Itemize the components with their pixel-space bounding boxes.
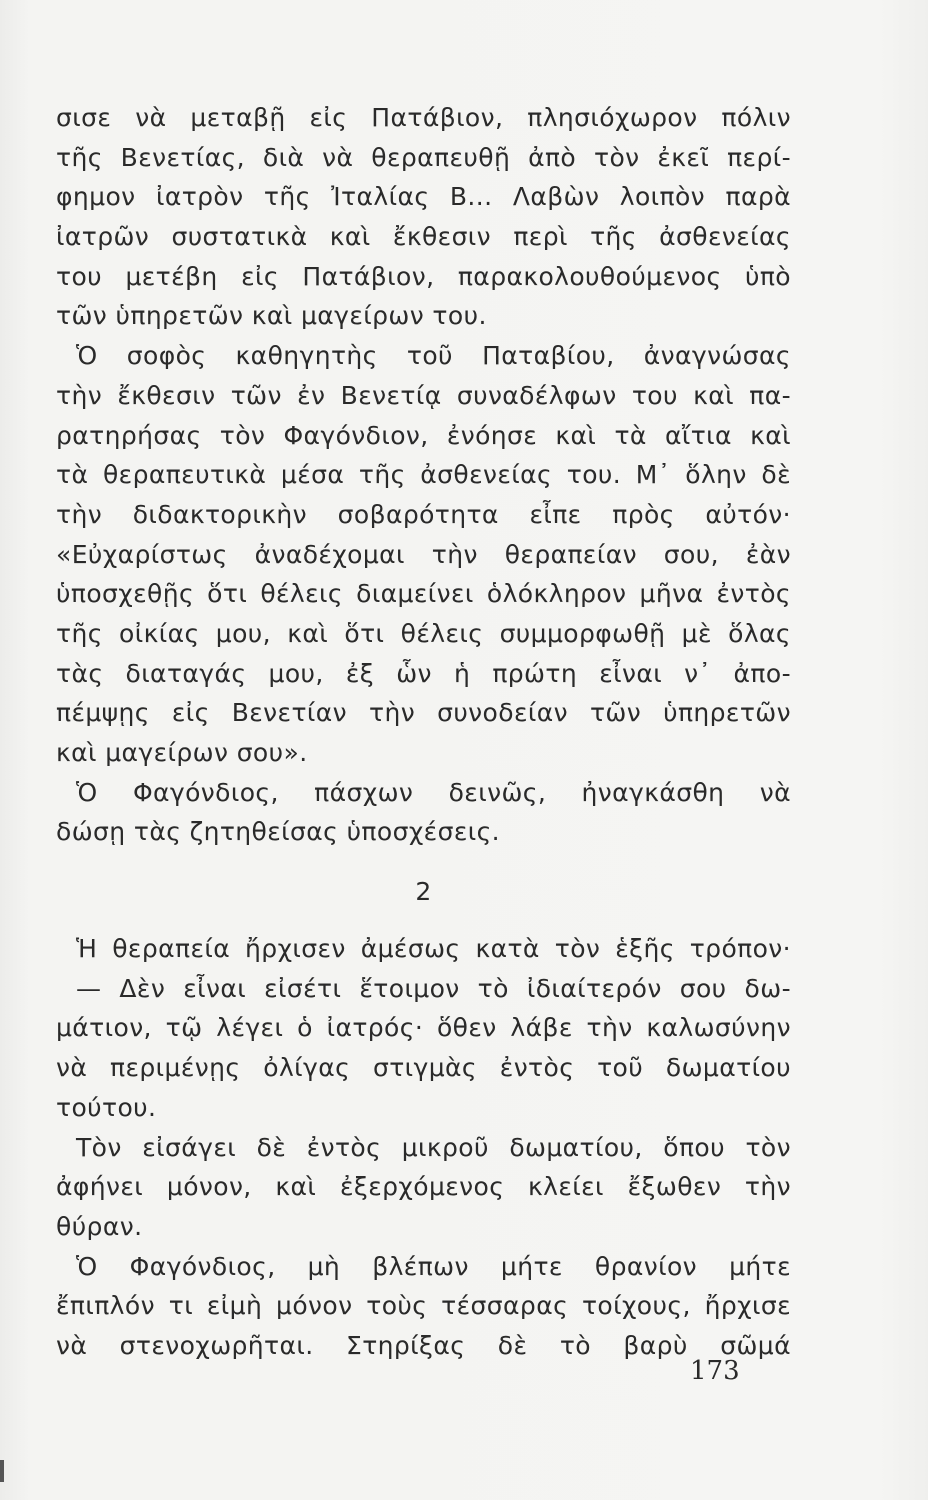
text-line: Τὸν εἰσάγει δὲ ἐντὸς μικροῦ δωματίου, ὅπου τὸν: [76, 1132, 791, 1162]
text-line: ἀφήνει μόνον, καὶ ἐξερχόμενος κλείει ἔξωθεν τὴν: [56, 1172, 791, 1202]
text-line: Ὁ σοφὸς καθηγητὴς τοῦ Παταβίου, ἀναγνώσας: [76, 341, 791, 371]
text-line: του μετέβη εἰς Πατάβιον, παρακολουθούμενος ὑπὸ: [56, 261, 791, 291]
text-line: ὑποσχεθῇς ὅτι θέλεις διαμείνει ὁλόκληρον μῆνα ἐντὸς: [56, 579, 791, 609]
text-line: τούτου.: [56, 1092, 157, 1122]
text-line: μάτιον, τῷ λέγει ὁ ἰατρός· ὅθεν λάβε τὴν καλωσύνην: [56, 1013, 791, 1043]
text-line: τῶν ὑπηρετῶν καὶ μαγείρων του.: [56, 301, 487, 331]
text-line: Ἡ θεραπεία ἤρχισεν ἀμέσως κατὰ τὸν ἑξῆς τρόπον·: [76, 934, 791, 964]
text-line: ἰατρῶν συστατικὰ καὶ ἔκθεσιν περὶ τῆς ἀσθενείας: [56, 222, 791, 252]
text-line: τῆς Βενετίας, διὰ νὰ θεραπευθῇ ἀπὸ τὸν ἐκεῖ περί-: [56, 142, 791, 172]
text-line: δώσῃ τὰς ζητηθείσας ὑποσχέσεις.: [56, 817, 501, 847]
page-number: 173: [690, 1356, 740, 1386]
text-line: τὰς διαταγάς μου, ἐξ ὧν ἡ πρώτη εἶναι ν᾽ ἀπο-: [56, 658, 791, 688]
text-line: νὰ στενοχωρῆται. Στηρίξας δὲ τὸ βαρὺ σῶμά: [56, 1330, 791, 1360]
text-line: σισε νὰ μεταβῇ εἰς Πατάβιον, πλησιόχωρον πόλιν: [56, 103, 791, 132]
text-line: ρατηρήσας τὸν Φαγόνδιον, ἐνόησε καὶ τὰ αἴτια καὶ: [56, 420, 791, 450]
text-line: καὶ μαγείρων σου».: [56, 738, 308, 767]
text-line: — Δὲν εἶναι εἰσέτι ἕτοιμον τὸ ἰδιαίτερόν σου δω-: [76, 973, 791, 1003]
text-line: τὴν διδακτορικὴν σοβαρότητα εἶπε πρὸς αὐτόν·: [56, 499, 791, 529]
paragraphs-section-2: [56, 929, 791, 1366]
text-line: θύραν.: [56, 1211, 143, 1241]
page-edge-mark: [0, 1460, 4, 1482]
text-line: «Εὐχαρίστως ἀναδέχομαι τὴν θεραπείαν σου, ἐὰν: [56, 539, 791, 569]
text-line: φημον ἰατρὸν τῆς Ἰταλίας Β... Λαβὼν λοιπὸν παρὰ: [56, 182, 791, 212]
text-line: νὰ περιμένῃς ὀλίγας στιγμὰς ἐντὸς τοῦ δωματίου: [56, 1053, 791, 1083]
section-number: 2: [415, 877, 432, 907]
text-line: Ὁ Φαγόνδιος, πάσχων δεινῶς, ἠναγκάσθη νὰ: [76, 777, 791, 807]
body-text: [56, 98, 791, 1366]
text-line: τὰ θεραπευτικὰ μέσα τῆς ἀσθενείας του. Μ᾽ ὅλην δὲ: [56, 460, 791, 490]
text-line: Ὁ Φαγόνδιος, μὴ βλέπων μήτε θρανίον μήτε: [76, 1251, 791, 1281]
text-line: τὴν ἔκθεσιν τῶν ἐν Βενετίᾳ συναδέλφων του καὶ πα-: [56, 380, 791, 410]
text-line: ἔπιπλόν τι εἰμὴ μόνον τοὺς τέσσαρας τοίχους, ἤρχισε: [56, 1291, 791, 1321]
text-line: τῆς οἰκίας μου, καὶ ὅτι θέλεις συμμορφωθῇ μὲ ὅλας: [56, 618, 791, 648]
paragraphs-section-1: [56, 98, 791, 852]
text-line: πέμψῃς εἰς Βενετίαν τὴν συνοδείαν τῶν ὑπηρετῶν: [56, 698, 791, 728]
